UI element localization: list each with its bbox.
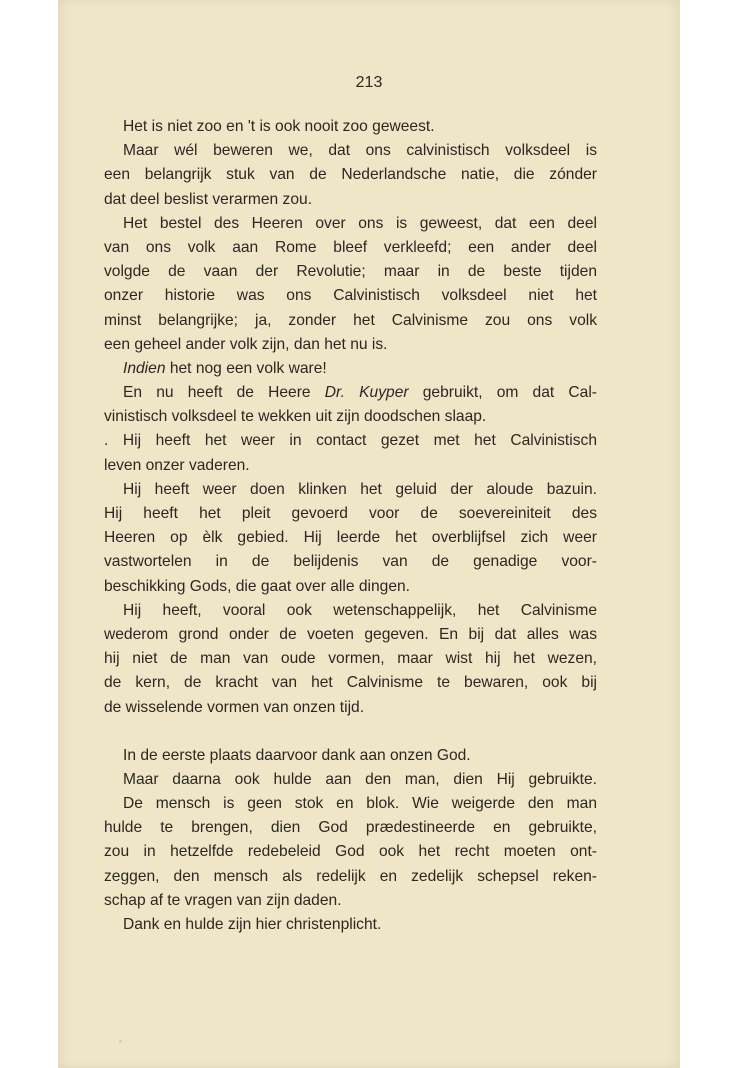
text-span: gebruikt, om dat Cal- — [408, 384, 597, 402]
text-line: zou in hetzelfde redebeleid God ook het recht moeten ont- — [104, 843, 597, 861]
text-line: Hij heeft, vooral ook wetenschappelijk, het Calvinisme — [123, 601, 597, 619]
paragraph-gap — [104, 720, 597, 744]
text-line: . Hij heeft het weer in contact gezet met het Calvinistisch — [104, 432, 597, 450]
italic-name: Dr. Kuyper — [324, 384, 409, 402]
text-line: In de eerste plaats daarvoor dank aan onzen God. — [123, 746, 471, 764]
text-line: een geheel ander volk zijn, dan het nu is. — [104, 335, 388, 353]
text-line: hij niet de man van oude vormen, maar wist hij het wezen, — [104, 650, 597, 668]
text-line: dat deel beslist verarmen zou. — [104, 190, 313, 208]
text-line: Het is niet zoo en 't is ook nooit zoo geweest. — [123, 118, 435, 135]
text-line: Het bestel des Heeren over ons is geweest, dat een deel — [123, 214, 597, 232]
text-line: een belangrijk stuk van de Nederlandsche natie, die zónder — [104, 166, 597, 184]
text-line: Maar wél beweren we, dat ons calvinistisch volksdeel is — [123, 142, 597, 160]
text-line — [104, 357, 597, 381]
text-line: beschikking Gods, die gaat over alle dingen. — [104, 577, 411, 595]
text-line: minst belangrijke; ja, zonder het Calvinisme zou ons volk — [104, 311, 597, 329]
text-line: hulde te brengen, dien God prædestineerde en gebruikte, — [104, 819, 597, 837]
page-number: 213 — [355, 74, 383, 91]
text-line: Maar daarna ook hulde aan den man, dien Hij gebruikte. — [123, 770, 597, 788]
text-line — [104, 381, 597, 405]
text-line: leven onzer vaderen. — [104, 456, 250, 474]
text-line: De mensch is geen stok en blok. Wie weigerde den man — [123, 795, 597, 813]
text-line: Hij heeft het pleit gevoerd voor de soevereiniteit des — [104, 505, 597, 522]
text-line: Dank en hulde zijn hier christenplicht. — [123, 916, 382, 933]
text-line: schap af te vragen van zijn daden. — [104, 891, 342, 909]
text-line: vinistisch volksdeel te wekken uit zijn doodschen slaap. — [104, 408, 487, 426]
text-span: En nu heeft de Heere — [123, 384, 325, 402]
text-line: volgde de vaan der Revolutie; maar in de beste tijden — [104, 263, 597, 281]
text-span: het nog een volk ware! — [165, 359, 327, 377]
text-line: van ons volk aan Rome bleef verkleefd; een ander deel — [104, 238, 597, 256]
text-line: Hij heeft weer doen klinken het geluid der aloude bazuin. — [123, 480, 597, 498]
text-line: vastwortelen in de belijdenis van de genadige voor- — [104, 553, 597, 571]
text-line: de kern, de kracht van het Calvinisme te bewaren, ook bij — [104, 674, 597, 692]
book-page — [58, 0, 680, 1068]
paper-speck — [119, 1040, 122, 1043]
text-line: de wisselende vormen van onzen tijd. — [104, 698, 365, 716]
body-text — [104, 115, 597, 937]
text-line: zeggen, den mensch als redelijk en zedelijk schepsel reken- — [104, 867, 597, 885]
italic-word: Indien — [123, 359, 166, 377]
text-line: wederom grond onder de voeten gegeven. En bij dat alles was — [104, 625, 597, 643]
text-line: Heeren op èlk gebied. Hij leerde het overblijfsel zich weer — [104, 529, 597, 547]
text-line: onzer historie was ons Calvinistisch volksdeel niet het — [104, 287, 597, 305]
